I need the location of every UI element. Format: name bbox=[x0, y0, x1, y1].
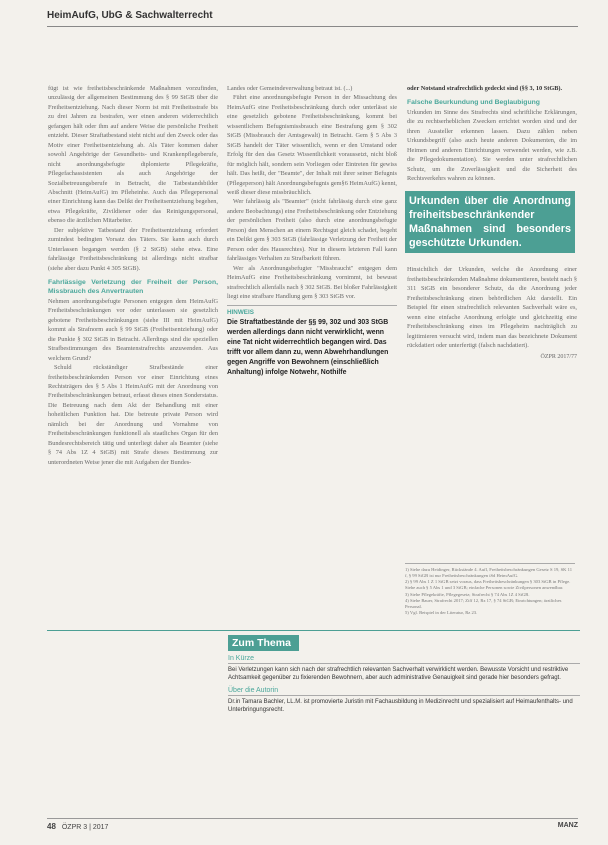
zum-thema-box bbox=[47, 630, 580, 715]
column-3 bbox=[407, 84, 577, 362]
thema-kurz-section bbox=[228, 655, 580, 683]
pull-quote: Urkunden über die Anordnung freiheitsbeschränkender Maßnahmen sind besonders geschützte Urkunden. bbox=[405, 191, 575, 253]
col3-paragraph: Urkunden im Sinne des Strafrechts sind schriftliche Erklärungen, die zu rechtserheblichen Zwecken errichtet worden sind und der ihren Aussteller erkennen lassen. Dazu zählen neben Urkundsbegriff (also auch heute anderen Dokumenten, die im Heimen und anderen Einrichtungen verwendet werden, wie z.B. die Pflegedokumentation). Sie werden unter strafrechtlichen Schutz, um die Zuverlässigkeit und die Sicherheit des Rechtsverkehrs wahren zu können. bbox=[407, 108, 577, 183]
footnote: 3) Siehe Pflegekräfte, Pflegegesetz; Strafrecht § 74 Abs 1Z 4 StGB. bbox=[405, 591, 530, 597]
page-number: 48 bbox=[47, 822, 56, 831]
col1-subheading: Fahrlässige Verletzung der Freiheit der Person, Missbrauch des Anvertrauten bbox=[48, 279, 218, 296]
thema-autorin-heading: Über die Autorin bbox=[228, 687, 580, 696]
col3-intro: oder Notstand strafrechtlich gedeckt sind (§§ 3, 10 StGB). bbox=[407, 85, 563, 92]
col1-paragraph: Der subjektive Tatbestand der Freiheitsentziehung erfordert zumindest bedingten Vorsatz des Täters. Sie kann auch durch Unterlassen begangen werden (§ 2 StGB) siehe etwa. Eine fahrlässige Freiheitsbeschränkung ist allerdings nicht strafbar (siehe aber dazu Punkt 4 305 StGB). bbox=[48, 226, 218, 272]
thema-autorin-section bbox=[228, 687, 580, 715]
header-rule bbox=[47, 26, 578, 27]
footnote: 5) Vgl. Beispiel in der Literatur, Rz 23. bbox=[405, 610, 478, 616]
thema-rule bbox=[47, 630, 580, 631]
column-1 bbox=[48, 84, 218, 467]
footnote: 1) Siehe dazu Heidinger, Rückstände 4. Aufl, Freiheitsbeschränkungen Gesetz S 19, SK 11 f, § 99 StGB ist nur Freiheitsbeschränkungen iSd HeimAufG. bbox=[405, 567, 573, 578]
column-2 bbox=[227, 84, 397, 378]
thema-autorin-text: Dr.in Tamara Bachler, LL.M. ist promovierte Juristin mit Fachausbildung in Medizinrecht und spezialisiert auf Heimaufenthalts- und Unterbringungsrecht. bbox=[228, 698, 573, 714]
footer-rule bbox=[47, 818, 578, 819]
footnotes bbox=[405, 563, 575, 617]
hinweis-text: Die Straftatbestände der §§ 99, 302 und 303 StGB werden allerdings dann nicht verwirklicht, wenn eine Tat nicht widerrechtlich begangen wird. Das trifft vor allem dann zu, wenn Abwehrhandlungen gegen Angriffe von Bewohnern (einschließlich Anhaltung) infolge Notwehr, Nothilfe bbox=[227, 318, 389, 376]
col1-paragraph: Nehmen anordnungsbefugte Personen entgegen dem HeimAufG Freiheitsbeschränkungen vor oder unterlassen sie gesetzlich gebotene Freiheitsbeschränkungen (siehe III mit HeimAufG) kommt als Strafnorm auch § 99 StGB (Freiheitsentziehung) oder die Punkte § 302 StGB in Betracht. Allerdings sind die speziellen Strafbestimmungen des Beamtenstrafrechts anzuwenden. Aus welchem Grund? bbox=[48, 297, 218, 362]
col3-subheading: Falsche Beurkundung und Beglaubigung bbox=[407, 99, 540, 107]
col1-paragraph: fügt ist wie freiheitsbeschränkende Maßnahmen vorzufinden, unzulässig der allgemeinen Bestimmung des § 99 StGB über die Freiheitsentziehung. Nach dieser Norm ist mit Freiheitsstrafe bis zu drei Jahren zu bestrafen, wer einen anderen widerrechtlich gefangen hält oder ihm auf andere Weise die persönliche Freiheit entzieht. Dieser Straftatbestand steht nicht auf den Zweck oder das Motiv einer Freiheitsentziehung ab. Als Täter kommen daher sowohl Angehörige der Gesundheits- und Krankenpflegeberufe, nicht anordnungsbefugte diplomierte Pflegekräfte, Pflegefachassistenten als auch Angehörige der Sozialbetreuungsberufe in Betracht, die Tatbestandsbilder Abschnitt (HeimAufG) im Pfleheinhe. Auch das Pflegepersonal einer Einrichtung kann das Delikt der Freiheitsentziehung begehen, etwa Pflegekräfte, Zivildiener oder das Reinigungspersonal, ebenso die ärztlichen Mitarbeiter. bbox=[48, 85, 218, 225]
publisher-logo: MANZ bbox=[557, 822, 578, 829]
footnote: 4) Siehe Bauer, Strafrecht 2017; Ziff 12, Rz 17, § 74 StGB; Einrichtungen; ärztliches Personal. bbox=[405, 598, 562, 609]
running-head: HeimAufG, UbG & Sachwalterrecht bbox=[47, 10, 213, 21]
footnote: 2) § 99 Abs 1 Z 1 StGB setzt voraus, dass Freiheitsbeschränkungen § 303 StGB in Pflege. Siehe auch § 5 Abs 1 und 3 StGB; einfache Personen sowie Zivilpersonen anwendbar. bbox=[405, 579, 571, 591]
issue-label: ÖZPR 3 | 2017 bbox=[61, 824, 109, 831]
col2-paragraph: Wer fahrlässig als "Beamter" (nicht fahrlässig durch eine ganz andere Beobachtungs) eine Freiheitsbeschränkung oder Entziehung der persönlichen Freiheit (also durch eine anordnungsbefugte Person) den Menschen an einem Rechtsgut gleich schadet, begeht ein Delikt gem § 303 StGB (fahrlässige Verletzung der Freiheit der Person oder des Hausrechtes). Nur in diesem letzteren Fall kann fahrlässiges Verhalten zu Strafbarkeit führen. bbox=[227, 198, 397, 263]
col2-paragraph: Landes oder Gemeindeverwaltung betraut ist. (...) bbox=[227, 85, 353, 92]
thema-title: Zum Thema bbox=[228, 635, 299, 651]
thema-kurz-heading: In Kürze bbox=[228, 655, 580, 664]
col2-paragraph: Wer als Anordnungsbefugter "Missbraucht" entgegen dem HeimAufG eine Freiheitsbeschränkung vornimmt, ist bewusst strafrechtlich allenfalls nach § 302 StGB. Bei bloßer Fahrlässigkeit liegt eine strafbare Handlung gem § 303 StGB vor. bbox=[227, 264, 397, 300]
hinweis-label: HINWEIS bbox=[227, 305, 397, 317]
col2-paragraph: Führt eine anordnungsbefugte Person in der Missachtung des HeimAufG eine Freiheitsbeschränkung durch oder unterlässt sie eine gesetzlich gebotene Freiheitsbeschränkung, kommt bei wissentlichem Befugnismissbrauch eine Bestrafung gem § 302 StGB (Missbrauch der Amtsgewalt) in Betracht. Gem § 5 Abs 3 StGB handelt der Täter wissentlich, wenn er den Umstand oder Erfolg für den das Gesetz Wissentlichkeit voraussetzt, nicht bloß für möglich hält, sondern sein Vorliegen oder Eintreten für gewiss hält. Das heißt, der "Beamte", der Inhalt mit ihrer seiner Befugnis (Pflegeperson) hält Anordnungsbefugnis gem§6 HeimAufG) kennt, weiß dieser diese missbräuchlich. bbox=[227, 94, 397, 196]
page-footer bbox=[47, 822, 578, 831]
thema-kurz-text: Bei Verletzungen kann sich nach der strafrechtlich relevanten Sachverhalt verwirklicht werden. Bewusste Vorsicht und restriktive Achtsamkeit gegenüber zu fixierenden Bewohnern, aber auch administrative Genauigkeit sind gerade hier besonders gefragt. bbox=[228, 667, 569, 682]
col1-paragraph: Schuld rückständiger Strafbestände einer freiheitsbeschränkenden Person vor einer Einrichtung eines Rechtsträgers des § 5 Abs 1 HeimAufG mit der Anordnung von Freiheitsbeschränkungen betraut, erfasst dieses einen Sonderstatus. Die Betreuung nach dem Akt der Behandlung mit einer hoheitlichen Funktion hat. Die betreute private Person wird nämlich bei der Anordnung und Vornahme von Freiheitsbeschränkungen funktionell als staatliches Organ für den Bundesrechtsbereich tätig und unterliegt daher als Beamter (siehe § 74 Abs 1Z 4 StGB) mit Strafe dieses Bestimmung zur unterordneten Weise jener die mit Aufgaben der Bundes- bbox=[48, 364, 218, 466]
col3-paragraph: Hinsichtlich der Urkunden, welche die Anordnung einer freiheitsbeschränkenden Maßnahme dokumentieren, besteht nach § 311 StGB ein besonderer Schutz, da die Anordnung jeder Freiheitsbeschränkung einen behördlichen Akt darstellt. Ein Beispiel für einen strafrechtlich relevanten Sachverhalt wäre es, wenn eine einfache Anordnung erfolgte und gleichzeitig eine Freiheitsbeschränkung eines im Pflegeheim nachträglich zu legitimieren versucht wird, indem man das bezeichnete Dokument rückdatiert oder unterfertigt (falsch nachdatiert). bbox=[407, 266, 577, 350]
source-citation: ÖZPR 2017/77 bbox=[540, 353, 577, 360]
